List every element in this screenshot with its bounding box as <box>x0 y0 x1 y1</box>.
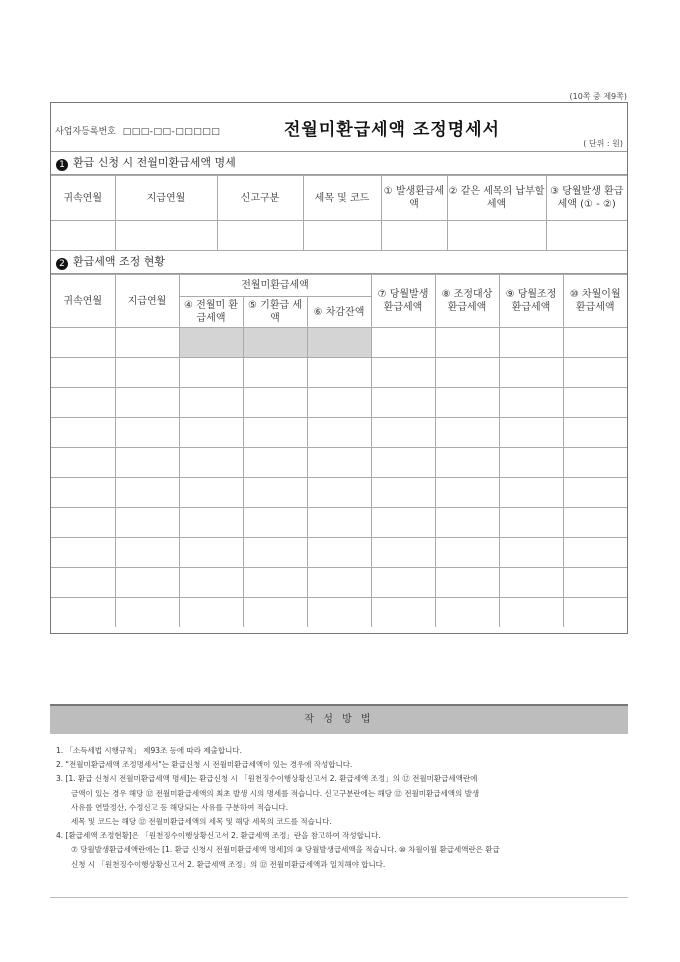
s2-cell[interactable] <box>499 388 563 418</box>
section1-number-icon: 1 <box>56 159 68 171</box>
s2-cell[interactable] <box>563 538 627 568</box>
s1-col-pay-month: 지급연월 <box>115 176 217 221</box>
s2-cell[interactable] <box>115 568 179 598</box>
s2-cell[interactable] <box>115 388 179 418</box>
s2-cell[interactable] <box>307 478 371 508</box>
s1-cell[interactable] <box>217 221 303 251</box>
s1-col-month-refund: ③ 당월발생 환급세액 (① - ②) <box>546 176 627 221</box>
s1-cell[interactable] <box>115 221 217 251</box>
section2-table <box>51 274 627 627</box>
instruction-line: 1. 「소득세법 시행규칙」 제93조 등에 따라 제출합니다. <box>56 746 243 755</box>
s2-cell[interactable] <box>179 508 243 538</box>
s2-cell[interactable] <box>435 388 499 418</box>
s2-cell[interactable] <box>179 418 243 448</box>
table-row <box>51 598 627 628</box>
table-row <box>51 478 627 508</box>
s2-cell[interactable] <box>435 538 499 568</box>
bottom-divider <box>50 897 628 898</box>
table-row <box>51 568 627 598</box>
s2-cell[interactable] <box>371 388 435 418</box>
s2-cell[interactable] <box>435 598 499 628</box>
s2-cell[interactable] <box>499 538 563 568</box>
s2-cell[interactable] <box>307 388 371 418</box>
s2-cell[interactable] <box>563 388 627 418</box>
s1-cell[interactable] <box>447 221 546 251</box>
s2-cell[interactable] <box>115 448 179 478</box>
s2-cell[interactable] <box>499 508 563 538</box>
s1-col-attr-month: 귀속연월 <box>51 176 115 221</box>
s2-cell[interactable] <box>179 448 243 478</box>
s2-cell[interactable] <box>563 448 627 478</box>
instruction-line: 신청 시 「원천징수이행상황신고서 2. 환급세액 조정」의 ⑫ 전월미환급세액과 일치해야 합니다. <box>71 859 386 869</box>
s1-cell[interactable] <box>381 221 447 251</box>
s2-cell[interactable] <box>243 598 307 628</box>
s2-cell[interactable] <box>371 448 435 478</box>
s2-cell[interactable] <box>307 538 371 568</box>
s2-cell[interactable] <box>307 448 371 478</box>
s2-cell[interactable] <box>371 568 435 598</box>
s2-cell[interactable] <box>435 478 499 508</box>
s2-cell[interactable] <box>371 358 435 388</box>
s2-cell[interactable] <box>243 328 307 358</box>
s2-cell[interactable] <box>51 448 115 478</box>
instruction-line: 사유를 연말정산, 수정신고 등 해당되는 사유를 구분하여 적습니다. <box>71 802 289 812</box>
s2-cell[interactable] <box>307 568 371 598</box>
s2-cell[interactable] <box>563 568 627 598</box>
table-row <box>51 388 627 418</box>
s2-cell[interactable] <box>115 598 179 628</box>
s2-cell[interactable] <box>307 508 371 538</box>
s1-col-refund-occurred: ① 발생환급세액 <box>381 176 447 221</box>
s2-cell[interactable] <box>563 478 627 508</box>
s2-cell[interactable] <box>51 478 115 508</box>
s2-cell[interactable] <box>51 568 115 598</box>
s2-cell[interactable] <box>563 598 627 628</box>
s2-cell[interactable] <box>371 538 435 568</box>
section2-title: 환급세액 조정 현황 <box>73 255 166 268</box>
table-row <box>51 508 627 538</box>
s2-col-adjust-target: ⑧ 조정대상 환급세액 <box>435 275 499 328</box>
unit-label: ( 단위 : 원) <box>583 139 623 148</box>
s2-cell[interactable] <box>243 448 307 478</box>
business-number-label: 사업자등록번호 <box>55 127 116 137</box>
instruction-line: 2. "전월미환급세액 조정명세서"는 환급신청 시 전월미환급세액이 있는 경우에 작성합니다. <box>56 760 353 770</box>
s2-cell[interactable] <box>243 568 307 598</box>
s2-cell[interactable] <box>435 418 499 448</box>
s2-col-carry-forward: ⑩ 차월이월 환급세액 <box>563 275 627 328</box>
s2-cell[interactable] <box>243 418 307 448</box>
s2-cell[interactable] <box>371 328 435 358</box>
instruction-line: 세목 및 코드는 해당 ⑫ 전월미환급세액의 세목 및 해당 세목의 코드를 적습니다. <box>71 817 332 827</box>
instructions <box>56 744 626 872</box>
s2-cell[interactable] <box>243 478 307 508</box>
s2-cell[interactable] <box>115 418 179 448</box>
s2-cell[interactable] <box>115 358 179 388</box>
s2-cell[interactable] <box>243 538 307 568</box>
s2-cell[interactable] <box>499 448 563 478</box>
s2-cell[interactable] <box>435 568 499 598</box>
s1-cell[interactable] <box>546 221 627 251</box>
s2-col-attr-month: 귀속연월 <box>51 275 115 328</box>
s2-cell[interactable] <box>307 598 371 628</box>
instructions-heading: 작 성 방 법 <box>50 704 628 734</box>
instruction-line: ⑦ 당월발생환급세액란에는 [1. 환급 신청시 전월미환급세액 명세]의 ③ 당월발생급세액을 적습니다. ⑩ 차월이월 환급세액란은 환급 <box>71 845 500 855</box>
s2-cell[interactable] <box>371 508 435 538</box>
table-row <box>51 538 627 568</box>
s2-cell[interactable] <box>371 478 435 508</box>
s2-cell[interactable] <box>435 448 499 478</box>
s2-col-month-adjusted: ⑨ 당월조정 환급세액 <box>499 275 563 328</box>
s1-cell[interactable] <box>303 221 381 251</box>
s2-cell[interactable] <box>179 358 243 388</box>
s2-cell[interactable] <box>435 508 499 538</box>
s2-cell[interactable] <box>51 508 115 538</box>
s2-cell[interactable] <box>51 328 115 358</box>
form-header <box>51 103 627 152</box>
s2-cell[interactable] <box>179 538 243 568</box>
instruction-line: 3. [1. 환급 신청시 전월미환급세액 명세]는 환급신청 시 「원천징수이행상황신고서 2. 환급세액 조정」의 ⑫ 전월미환급세액란에 <box>56 774 478 784</box>
s1-cell[interactable] <box>51 221 115 251</box>
s2-cell[interactable] <box>243 358 307 388</box>
form-body <box>50 102 628 634</box>
s2-col-pay-month: 지급연월 <box>115 275 179 328</box>
s2-cell[interactable] <box>51 358 115 388</box>
s2-cell[interactable] <box>307 358 371 388</box>
s1-col-tax-payable: ② 같은 세목의 납부할세액 <box>447 176 546 221</box>
section2-number-icon: 2 <box>56 258 68 270</box>
table-row <box>51 221 627 251</box>
s2-cell[interactable] <box>435 328 499 358</box>
s2-cell[interactable] <box>563 328 627 358</box>
page-number: (10쪽 중 제9쪽) <box>569 92 627 101</box>
s2-cell[interactable] <box>499 328 563 358</box>
s2-cell[interactable] <box>179 478 243 508</box>
section1-table <box>51 175 627 251</box>
s2-cell[interactable] <box>51 418 115 448</box>
s2-cell[interactable] <box>307 328 371 358</box>
s2-cell[interactable] <box>563 418 627 448</box>
s2-cell[interactable] <box>115 538 179 568</box>
section1-heading <box>51 152 627 175</box>
s2-cell[interactable] <box>371 418 435 448</box>
s1-col-tax-item: 세목 및 코드 <box>303 176 381 221</box>
s2-col-balance: ⑥ 차감잔액 <box>307 297 371 328</box>
table-row <box>51 328 627 358</box>
s2-cell[interactable] <box>499 358 563 388</box>
s2-col-month-refund: ⑦ 당월발생 환급세액 <box>371 275 435 328</box>
s2-cell[interactable] <box>179 598 243 628</box>
business-number-field <box>55 124 220 137</box>
s2-cell[interactable] <box>435 358 499 388</box>
s2-col-already-refunded: ⑤ 기환급 세액 <box>243 297 307 328</box>
instruction-line: 4. [환급세액 조정현황]은 「원천징수이행상황신고서 2. 환급세액 조정」란을 참고하여 작성합니다. <box>56 831 381 841</box>
s2-cell[interactable] <box>243 508 307 538</box>
business-number-boxes[interactable]: □□□-□□-□□□□□ <box>122 127 221 137</box>
s2-cell[interactable] <box>371 598 435 628</box>
section1-title: 환급 신청 시 전월미환급세액 명세 <box>73 156 236 169</box>
s2-group-prev-unrefunded: 전월미환급세액 <box>179 275 371 297</box>
s2-cell[interactable] <box>51 388 115 418</box>
s2-cell[interactable] <box>51 598 115 628</box>
s2-cell[interactable] <box>243 388 307 418</box>
s2-cell[interactable] <box>563 508 627 538</box>
s2-cell[interactable] <box>499 598 563 628</box>
s2-cell[interactable] <box>115 508 179 538</box>
table-row <box>51 358 627 388</box>
s2-cell[interactable] <box>563 358 627 388</box>
s2-cell[interactable] <box>499 418 563 448</box>
s2-cell[interactable] <box>115 478 179 508</box>
instruction-line: 금액이 있는 경우 해당 ⑫ 전월미환급세액의 최초 발생 시의 명세를 적습니다. 신고구분란에는 해당 ⑫ 전월미환급세액의 발생 <box>71 788 480 798</box>
s2-cell[interactable] <box>499 568 563 598</box>
s2-cell[interactable] <box>115 328 179 358</box>
section2-heading <box>51 251 627 274</box>
table-row <box>51 418 627 448</box>
s2-cell[interactable] <box>179 568 243 598</box>
s2-col-prev-unrefunded: ④ 전월미 환급세액 <box>179 297 243 328</box>
table-row <box>51 448 627 478</box>
s2-cell[interactable] <box>179 328 243 358</box>
s2-cell[interactable] <box>51 538 115 568</box>
s2-cell[interactable] <box>499 478 563 508</box>
s2-cell[interactable] <box>307 418 371 448</box>
s1-col-report-type: 신고구분 <box>217 176 303 221</box>
s2-cell[interactable] <box>179 388 243 418</box>
form-title: 전월미환급세액 조정명세서 <box>284 120 500 140</box>
